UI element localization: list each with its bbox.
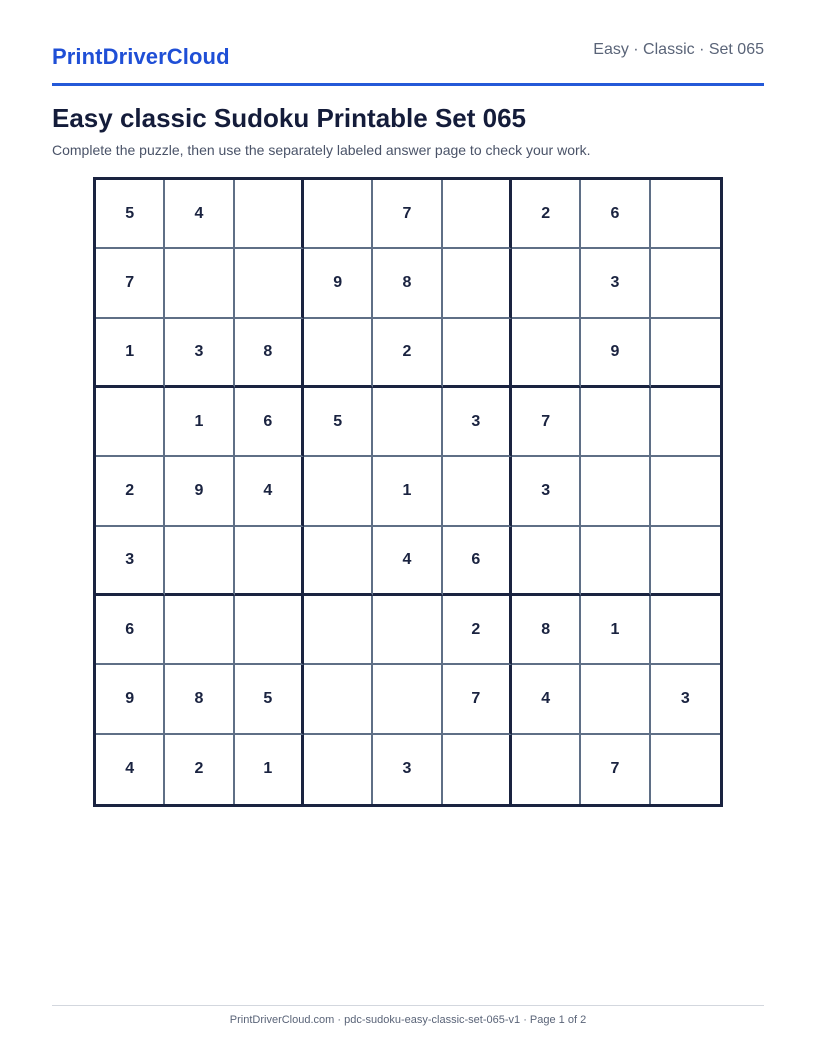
sudoku-cell-r8-c9: 3 — [651, 665, 720, 734]
sudoku-cell-r7-c3 — [235, 596, 304, 665]
sudoku-cell-r9-c2: 2 — [165, 735, 234, 804]
sudoku-cell-r4-c1 — [96, 388, 165, 457]
sudoku-cell-r7-c5 — [373, 596, 442, 665]
sudoku-cell-r9-c4 — [304, 735, 373, 804]
sudoku-cell-r3-c5: 2 — [373, 319, 442, 388]
sudoku-cell-r8-c6: 7 — [443, 665, 512, 734]
sudoku-cell-r8-c3: 5 — [235, 665, 304, 734]
sudoku-cell-r9-c8: 7 — [581, 735, 650, 804]
sudoku-cell-r4-c2: 1 — [165, 388, 234, 457]
sudoku-cell-r9-c3: 1 — [235, 735, 304, 804]
sudoku-grid — [93, 177, 723, 807]
sudoku-cell-r2-c7 — [512, 249, 581, 318]
sudoku-cell-r2-c3 — [235, 249, 304, 318]
sudoku-cell-r4-c3: 6 — [235, 388, 304, 457]
sudoku-cell-r4-c9 — [651, 388, 720, 457]
sudoku-cell-r5-c5: 1 — [373, 457, 442, 526]
sudoku-cell-r6-c2 — [165, 527, 234, 596]
sudoku-cell-r4-c8 — [581, 388, 650, 457]
sudoku-cell-r6-c1: 3 — [96, 527, 165, 596]
sudoku-cell-r5-c6 — [443, 457, 512, 526]
page-header — [52, 0, 764, 86]
sudoku-cell-r6-c7 — [512, 527, 581, 596]
sudoku-cell-r5-c9 — [651, 457, 720, 526]
sudoku-cell-r2-c6 — [443, 249, 512, 318]
sudoku-cell-r5-c1: 2 — [96, 457, 165, 526]
sudoku-cell-r6-c9 — [651, 527, 720, 596]
sudoku-cell-r5-c8 — [581, 457, 650, 526]
sudoku-cell-r7-c9 — [651, 596, 720, 665]
sudoku-cell-r7-c6: 2 — [443, 596, 512, 665]
sudoku-cell-r9-c9 — [651, 735, 720, 804]
sudoku-cell-r6-c5: 4 — [373, 527, 442, 596]
sudoku-cell-r1-c7: 2 — [512, 180, 581, 249]
footer-divider — [52, 1005, 764, 1006]
sudoku-cell-r4-c6: 3 — [443, 388, 512, 457]
puzzle-meta: Easy · Classic · Set 065 — [593, 41, 764, 58]
sudoku-cell-r7-c2 — [165, 596, 234, 665]
sudoku-cell-r4-c5 — [373, 388, 442, 457]
sudoku-cell-r9-c7 — [512, 735, 581, 804]
sudoku-cell-r3-c7 — [512, 319, 581, 388]
sudoku-cell-r2-c8: 3 — [581, 249, 650, 318]
sudoku-cell-r2-c1: 7 — [96, 249, 165, 318]
sudoku-cell-r3-c6 — [443, 319, 512, 388]
sudoku-cell-r5-c3: 4 — [235, 457, 304, 526]
sudoku-cell-r1-c2: 4 — [165, 180, 234, 249]
brand-logo: PrintDriverCloud — [52, 44, 230, 69]
sudoku-cell-r4-c7: 7 — [512, 388, 581, 457]
sudoku-cell-r2-c4: 9 — [304, 249, 373, 318]
sudoku-cell-r2-c2 — [165, 249, 234, 318]
sudoku-cell-r1-c5: 7 — [373, 180, 442, 249]
sudoku-cell-r6-c8 — [581, 527, 650, 596]
sudoku-cell-r3-c1: 1 — [96, 319, 165, 388]
sudoku-cell-r5-c7: 3 — [512, 457, 581, 526]
sudoku-cell-r7-c1: 6 — [96, 596, 165, 665]
sudoku-cell-r9-c1: 4 — [96, 735, 165, 804]
sudoku-cell-r1-c8: 6 — [581, 180, 650, 249]
sudoku-cell-r6-c3 — [235, 527, 304, 596]
sudoku-cell-r8-c4 — [304, 665, 373, 734]
sudoku-cell-r1-c9 — [651, 180, 720, 249]
sudoku-cell-r3-c8: 9 — [581, 319, 650, 388]
sudoku-cell-r8-c5 — [373, 665, 442, 734]
sudoku-cell-r7-c8: 1 — [581, 596, 650, 665]
sudoku-cell-r8-c7: 4 — [512, 665, 581, 734]
page-title: Easy classic Sudoku Printable Set 065 — [52, 103, 527, 133]
sudoku-cell-r2-c9 — [651, 249, 720, 318]
sudoku-cell-r3-c9 — [651, 319, 720, 388]
sudoku-cell-r8-c8 — [581, 665, 650, 734]
sudoku-cell-r8-c2: 8 — [165, 665, 234, 734]
sudoku-cell-r2-c5: 8 — [373, 249, 442, 318]
sudoku-cell-r6-c4 — [304, 527, 373, 596]
sudoku-cell-r3-c2: 3 — [165, 319, 234, 388]
sudoku-cell-r5-c4 — [304, 457, 373, 526]
sudoku-cell-r3-c3: 8 — [235, 319, 304, 388]
sudoku-cell-r1-c6 — [443, 180, 512, 249]
sudoku-cell-r3-c4 — [304, 319, 373, 388]
sudoku-cell-r5-c2: 9 — [165, 457, 234, 526]
sudoku-cell-r9-c5: 3 — [373, 735, 442, 804]
sudoku-cell-r1-c3 — [235, 180, 304, 249]
page-subtitle: Complete the puzzle, then use the separately labeled answer page to check your work. — [52, 142, 591, 158]
page-footer: PrintDriverCloud.com · pdc-sudoku-easy-classic-set-065-v1 · Page 1 of 2 — [229, 1014, 587, 1026]
sudoku-cell-r7-c4 — [304, 596, 373, 665]
sudoku-cell-r4-c4: 5 — [304, 388, 373, 457]
sudoku-cell-r8-c1: 9 — [96, 665, 165, 734]
sudoku-cell-r7-c7: 8 — [512, 596, 581, 665]
sudoku-cell-r9-c6 — [443, 735, 512, 804]
sudoku-cell-r6-c6: 6 — [443, 527, 512, 596]
sudoku-cell-r1-c4 — [304, 180, 373, 249]
sudoku-cell-r1-c1: 5 — [96, 180, 165, 249]
